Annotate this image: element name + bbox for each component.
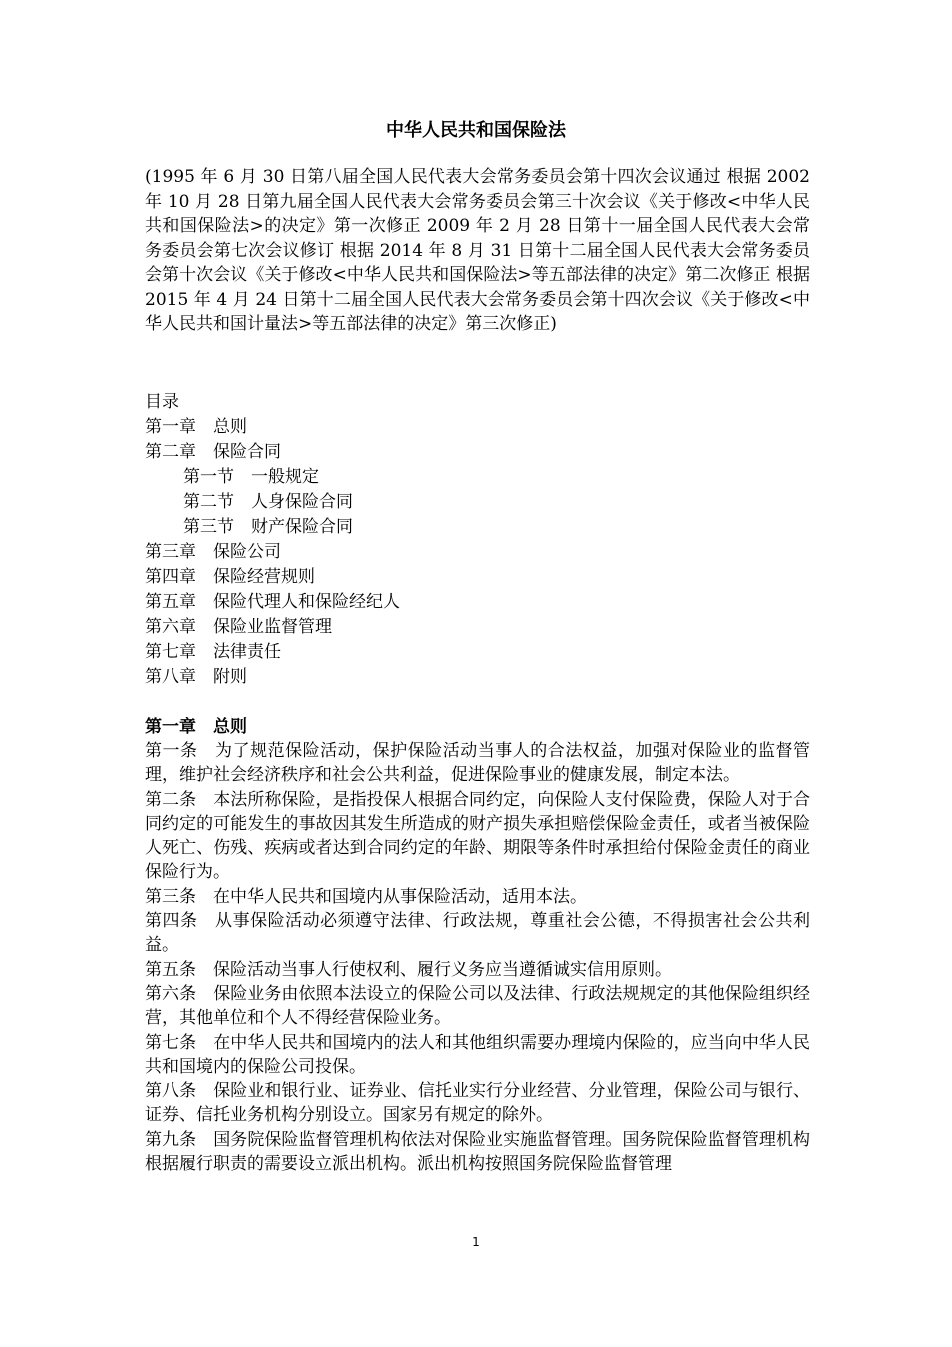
- toc-section-2: 第二节 人身保险合同: [183, 492, 353, 512]
- toc-chapter-7: 第七章 法律责任: [145, 642, 281, 662]
- document-preamble: (1995 年 6 月 30 日第八届全国人民代表大会常务委员会第十四次会议通过 根据 2002 年 10 月 28 日第九届全国人民代表大会常务委员会第三十次会议《关于修改<中华人民共和国保险法>的决定》第一次修正 2009 年 2 月 28 日第十一届全国人民代表大会常务委员会第七次会议修订 根据 2014 年 8 月 31 日第十二届全国人民代表大会常务委员会第十次会议《关于修改<中华人民共和国保险法>等五部法律的决定》第二次修正 根据 2015 年 4 月 24 日第十二届全国人民代表大会常务委员会第十四次会议《关于修改<中华人民共和国计量法>等五部法律的决定》第三次修正): [145, 167, 810, 334]
- article-8: 第八条 保险业和银行业、证券业、信托业实行分业经营、分业管理，保险公司与银行、证券、信托业务机构分别设立。国家另有规定的除外。: [145, 1081, 810, 1126]
- toc-chapter-5: 第五章 保险代理人和保险经纪人: [145, 592, 400, 612]
- toc-chapter-3: 第三章 保险公司: [145, 542, 281, 562]
- page-number: 1: [472, 1235, 480, 1249]
- article-9: 第九条 国务院保险监督管理机构依法对保险业实施监督管理。国务院保险监督管理机构根据履行职责的需要设立派出机构。派出机构按照国务院保险监督管理: [145, 1129, 810, 1175]
- article-4: 第四条 从事保险活动必须遵守法律、行政法规，尊重社会公德，不得损害社会公共利益。: [145, 911, 810, 956]
- toc-chapter-6: 第六章 保险业监督管理: [145, 617, 332, 637]
- chapter-body: [145, 739, 810, 1176]
- toc-section-3: 第三节 财产保险合同: [183, 517, 353, 537]
- toc-chapter-2: 第二章 保险合同: [145, 442, 281, 462]
- article-2: 第二条 本法所称保险，是指投保人根据合同约定，向保险人支付保险费，保险人对于合同约定的可能发生的事故因其发生所造成的财产损失承担赔偿保险金责任，或者当被保险人死亡、伤残、疾病或者达到合同约定的年龄、期限等条件时承担给付保险金责任的商业保险行为。: [145, 789, 810, 883]
- article-1: 第一条 为了规范保险活动，保护保险活动当事人的合法权益，加强对保险业的监督管理，维护社会经济秩序和社会公共利益，促进保险事业的健康发展，制定本法。: [145, 741, 810, 786]
- toc-section-1: 第一节 一般规定: [183, 467, 319, 487]
- article-5: 第五条 保险活动当事人行使权利、履行义务应当遵循诚实信用原则。: [145, 959, 672, 980]
- article-3: 第三条 在中华人民共和国境内从事保险活动，适用本法。: [145, 886, 587, 907]
- toc-chapter-4: 第四章 保险经营规则: [145, 567, 315, 587]
- document-title: 中华人民共和国保险法: [386, 120, 566, 141]
- article-7: 第七条 在中华人民共和国境内的法人和其他组织需要办理境内保险的，应当向中华人民共和国境内的保险公司投保。: [145, 1032, 810, 1077]
- toc-chapter-1: 第一章 总则: [145, 417, 247, 437]
- article-6: 第六条 保险业务由依照本法设立的保险公司以及法律、行政法规规定的其他保险组织经营，其他单位和个人不得经营保险业务。: [145, 983, 810, 1029]
- chapter-heading: 第一章 总则: [145, 717, 247, 737]
- toc-chapter-8: 第八章 附则: [145, 667, 247, 687]
- toc-heading: 目录: [145, 392, 179, 412]
- table-of-contents: [145, 390, 810, 690]
